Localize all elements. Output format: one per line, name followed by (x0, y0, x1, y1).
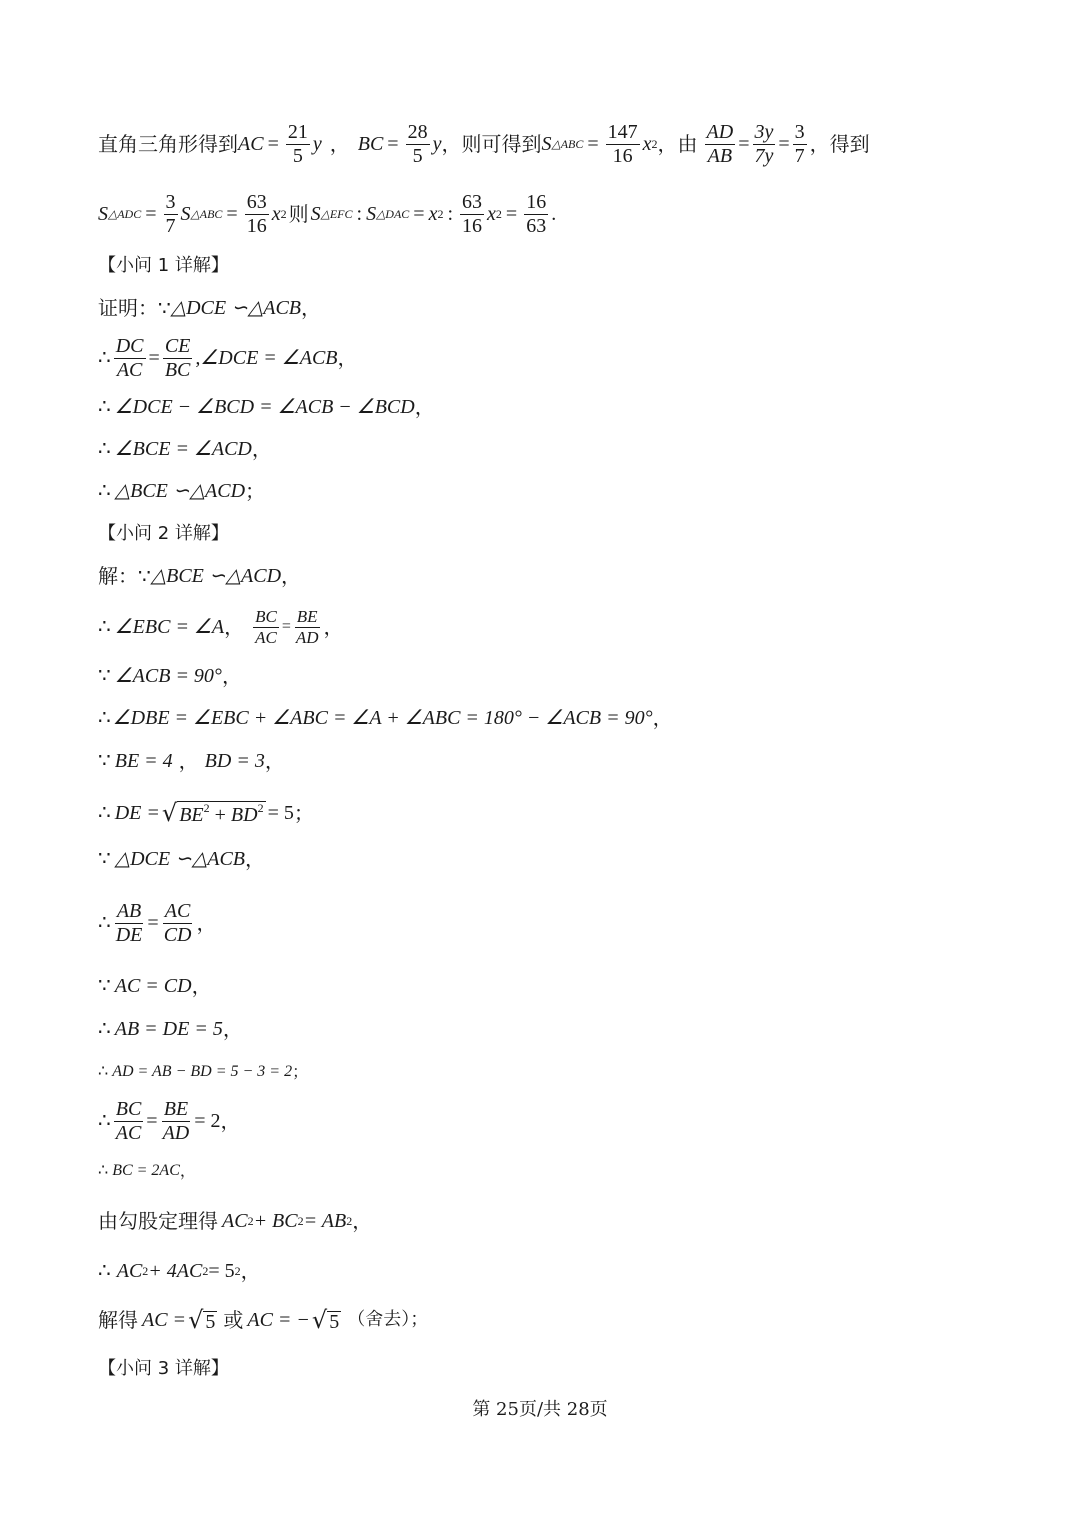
intro-connector-text: 则 (288, 202, 309, 226)
fraction-denominator: AC (255, 627, 277, 647)
fraction-28-5 (406, 121, 430, 168)
fraction-numerator: 3y (754, 120, 774, 143)
fraction-denominator: BC (164, 358, 191, 381)
fraction-be-ad (294, 607, 321, 647)
punctuation: ， (323, 615, 344, 639)
math-subscript: △DAC (376, 207, 410, 221)
math-subscript: △ABC (190, 207, 223, 221)
square-root (162, 801, 266, 825)
plus-sign: + (209, 804, 231, 826)
equals-sign: = (587, 133, 599, 155)
period: . (551, 203, 557, 225)
therefore-symbol: ∴ (98, 1110, 111, 1132)
math-expression: BD = 3 (204, 750, 265, 772)
intro-line-2 (98, 188, 556, 240)
punctuation: ， (414, 395, 435, 419)
fraction-3y-7y (753, 121, 776, 168)
math-expression: AC = − (247, 1309, 310, 1331)
fraction-dc-ac (114, 335, 146, 382)
q2-line-3 (98, 663, 242, 689)
fraction-denominator: 5 (412, 144, 423, 167)
punctuation: ， (220, 1109, 241, 1133)
punctuation: ， (222, 1017, 243, 1041)
math-expression: AC = (142, 1309, 187, 1331)
math-superscript: 2 (257, 801, 264, 815)
q2-line-1 (98, 563, 301, 589)
q1-line-5 (98, 478, 265, 504)
q1-line-2 (98, 332, 358, 384)
equals-sign: = (146, 1110, 158, 1132)
fraction-numerator: BC (255, 606, 277, 626)
radical-sign: √ (311, 1306, 328, 1334)
therefore-symbol: ∴ (98, 480, 111, 502)
math-superscript: 2 (234, 1264, 241, 1278)
fraction-denominator: AD (295, 627, 319, 647)
proof-lead: 证明：∵ (98, 296, 171, 320)
math-term: = 5 (208, 1260, 235, 1282)
math-expression: AB = DE = 5 (114, 1018, 223, 1040)
math-x: x (271, 203, 281, 225)
discarded-note: （舍去）； (347, 1309, 429, 1330)
punctuation: ， (224, 615, 245, 639)
punctuation: ， (251, 437, 272, 461)
fraction-denominator: 7 (165, 214, 176, 237)
math-expression: DE = (114, 802, 160, 824)
math-expression: ,∠DCE = ∠ACB (195, 347, 338, 369)
math-y: y (432, 133, 442, 155)
fraction-denominator: 16 (612, 144, 633, 167)
punctuation: ， (179, 1161, 196, 1180)
fraction-numerator: 63 (246, 190, 267, 213)
q2-line-12 (98, 1095, 241, 1147)
math-term: AC (116, 1260, 143, 1282)
punctuation: ； (293, 801, 314, 825)
therefore-symbol: ∴ (98, 347, 111, 369)
q2-line-10 (98, 1016, 243, 1042)
q2-line-8 (98, 897, 216, 949)
fraction-63-16 (245, 191, 269, 238)
math-subscript: △EFC (320, 207, 353, 221)
fraction-numerator: 21 (287, 120, 308, 143)
q3-heading: 【小问 3 详解】 (98, 1358, 229, 1379)
fraction-numerator: CE (164, 334, 191, 357)
punctuation: ； (292, 1062, 309, 1081)
punctuation: ， (264, 749, 285, 773)
fraction-denominator: AD (162, 1121, 190, 1144)
fraction-denominator: 7y (754, 144, 774, 167)
punctuation: ， (245, 847, 266, 871)
q2-line-13 (98, 1160, 196, 1182)
q2-line-4 (98, 705, 673, 731)
equals-sign: = (147, 912, 159, 934)
colon-sign: : (356, 203, 363, 225)
fraction-denominator: AC (115, 1121, 142, 1144)
math-superscript: 2 (651, 137, 658, 151)
therefore-symbol: ∴ (98, 1260, 111, 1282)
therefore-symbol: ∴ (98, 616, 111, 638)
fraction-numerator: BE (163, 1097, 189, 1120)
math-s: S (98, 203, 108, 225)
math-term: BD (230, 804, 258, 826)
intro-lead-text: 直角三角形得到 (98, 132, 238, 156)
punctuation: ， (652, 706, 673, 730)
math-expression: △DCE ∽△ACB (170, 297, 302, 319)
q2-line-9 (98, 973, 212, 999)
fraction-numerator: 3 (794, 120, 805, 143)
therefore-symbol: ∴ (98, 1018, 111, 1040)
radical-sign: √ (188, 1306, 204, 1334)
math-x: x (642, 133, 652, 155)
q2-line-11 (98, 1061, 308, 1083)
math-s: S (310, 203, 321, 225)
solution-text: 解得 (98, 1308, 138, 1332)
math-expression: ∠ACB = 90° (114, 665, 222, 687)
punctuation: ， (240, 1259, 261, 1283)
fraction-numerator: AC (164, 899, 191, 922)
equals-sign: = (413, 203, 425, 225)
colon-sign: : (447, 203, 454, 225)
fraction-numerator: 16 (526, 190, 547, 213)
fraction-63-16 (460, 191, 484, 238)
fraction-21-5 (286, 121, 310, 168)
fraction-numerator: 63 (462, 190, 483, 213)
equals-sign: = (267, 133, 279, 155)
fraction-numerator: 147 (607, 120, 638, 143)
math-s: S (366, 203, 377, 225)
math-superscript: 2 (495, 207, 502, 221)
fraction-ad-ab (705, 121, 736, 168)
therefore-symbol: ∴ (98, 707, 111, 729)
q2-line-5 (98, 748, 285, 774)
math-superscript: 2 (203, 801, 210, 815)
radicand: 5 (329, 1311, 340, 1333)
math-expression: ∠EBC = ∠A (114, 616, 225, 638)
fraction-denominator: 16 (246, 214, 267, 237)
q1-line-4 (98, 436, 272, 462)
equals-sign: = (505, 203, 518, 225)
punctuation: ， (352, 1209, 373, 1233)
q2-line-2 (98, 602, 344, 652)
punctuation: ， (191, 974, 212, 998)
fraction-16-63 (524, 191, 548, 238)
math-subscript: △ABC (551, 137, 584, 151)
q1-line-1 (98, 295, 321, 321)
math-term: = AB (303, 1210, 347, 1232)
math-expression: △BCE ∽△ACD (114, 480, 246, 502)
punctuation: ， (281, 564, 302, 588)
q2-line-7 (98, 846, 265, 872)
intro-connector-text: ，由 (657, 132, 698, 156)
therefore-symbol: ∴ (98, 438, 111, 460)
radicand: 5 (205, 1311, 216, 1333)
q2-line-15 (98, 1256, 261, 1286)
math-expression: AC = CD (114, 975, 192, 997)
pythagorean-lead: 由勾股定理得 (98, 1209, 218, 1233)
math-superscript: 2 (437, 207, 444, 221)
fraction-numerator: 28 (407, 120, 428, 143)
therefore-symbol: ∴ (98, 396, 111, 418)
math-term: AC (222, 1210, 248, 1232)
math-result: = 2 (194, 1110, 221, 1132)
math-expression: BC = 2AC (112, 1162, 180, 1179)
punctuation: ， (178, 749, 199, 773)
fraction-denominator: 5 (292, 144, 303, 167)
math-term: + 4AC (148, 1260, 203, 1282)
q2-line-16 (98, 1303, 428, 1337)
math-s: S (541, 133, 552, 155)
equals-sign: = (738, 133, 750, 155)
q1-line-3 (98, 394, 435, 420)
because-symbol: ∵ (98, 975, 111, 997)
fraction-numerator: DC (115, 334, 144, 357)
fraction-numerator: AD (706, 120, 734, 143)
equals-sign: = (778, 133, 790, 155)
fraction-denominator: AC (116, 358, 143, 381)
therefore-symbol: ∴ (98, 1063, 109, 1080)
square-root (188, 1308, 217, 1332)
fraction-denominator: 16 (462, 214, 483, 237)
math-expression: △DCE ∽△ACB (114, 848, 246, 870)
intro-line-1 (98, 118, 870, 170)
math-superscript: 2 (247, 1214, 254, 1228)
equals-sign: = (226, 203, 238, 225)
fraction-be-ad (161, 1098, 192, 1145)
fraction-3-7 (793, 121, 807, 168)
q2-line-6 (98, 796, 314, 830)
math-result: = 5 (267, 802, 294, 824)
equals-sign: = (387, 133, 399, 155)
math-bc: BC (357, 133, 384, 155)
math-superscript: 2 (346, 1214, 353, 1228)
fraction-numerator: BC (115, 1097, 142, 1120)
fraction-ac-cd (162, 900, 194, 947)
fraction-numerator: AB (116, 899, 142, 922)
fraction-bc-ac (114, 1098, 144, 1145)
because-symbol: ∵ (98, 665, 111, 687)
fraction-denominator: CD (163, 923, 192, 946)
math-expression: AD = AB − BD = 5 − 3 = 2 (112, 1063, 293, 1080)
solution-lead: 解：∵ (98, 564, 151, 588)
punctuation: ， (196, 911, 217, 935)
because-symbol: ∵ (98, 848, 111, 870)
radical-sign: √ (161, 799, 178, 827)
equals-sign: = (145, 203, 157, 225)
fraction-numerator: BE (296, 606, 318, 626)
math-superscript: 2 (202, 1264, 209, 1278)
fraction-3-7 (164, 191, 178, 238)
math-superscript: 2 (142, 1264, 149, 1278)
math-ac: AC (238, 133, 264, 155)
fraction-numerator: 3 (165, 190, 176, 213)
math-x: x (487, 203, 496, 225)
square-root (312, 1308, 341, 1332)
q1-heading: 【小问 1 详解】 (98, 255, 229, 276)
punctuation: ， (221, 664, 242, 688)
fraction-denominator: 63 (526, 214, 547, 237)
punctuation: ； (245, 479, 266, 503)
fraction-denominator: AB (707, 144, 733, 167)
radicand (177, 801, 265, 825)
math-s: S (180, 203, 191, 225)
intro-tail-text: ，得到 (809, 132, 870, 156)
math-expression: ∠DBE = ∠EBC + ∠ABC = ∠A + ∠ABC = 180° − ∠ACB = 90° (112, 707, 653, 729)
page-footer: 第 25页/共 28页 (472, 1399, 608, 1420)
math-expression: ∠BCE = ∠ACD (114, 438, 252, 460)
math-y: y (312, 133, 322, 155)
math-subscript: △ADC (108, 207, 142, 221)
fraction-ce-bc (163, 335, 193, 382)
punctuation: ， (337, 346, 358, 370)
therefore-symbol: ∴ (98, 912, 111, 934)
fraction-bc-ac (253, 607, 279, 647)
fraction-ab-de (114, 900, 145, 947)
math-x: x (428, 203, 438, 225)
punctuation: ， (301, 296, 322, 320)
math-superscript: 2 (297, 1214, 304, 1228)
equals-sign: = (281, 618, 291, 635)
math-term: + BC (253, 1210, 298, 1232)
fraction-denominator: 7 (794, 144, 805, 167)
math-expression: ∠DCE − ∠BCD = ∠ACB − ∠BCD (114, 396, 415, 418)
because-symbol: ∵ (98, 750, 111, 772)
intro-connector-text: ，则可得到 (441, 132, 542, 156)
q2-heading: 【小问 2 详解】 (98, 523, 229, 544)
fraction-denominator: DE (115, 923, 143, 946)
equals-sign: = (148, 347, 160, 369)
therefore-symbol: ∴ (98, 1162, 109, 1179)
math-superscript: 2 (280, 207, 287, 221)
therefore-symbol: ∴ (98, 802, 111, 824)
or-text: 或 (223, 1308, 244, 1332)
comma: ， (329, 132, 350, 156)
fraction-147-16 (606, 121, 640, 168)
math-expression: BE = 4 (114, 750, 173, 772)
q2-line-14 (98, 1206, 372, 1236)
math-expression: △BCE ∽△ACD (150, 565, 282, 587)
math-term: BE (179, 804, 204, 826)
